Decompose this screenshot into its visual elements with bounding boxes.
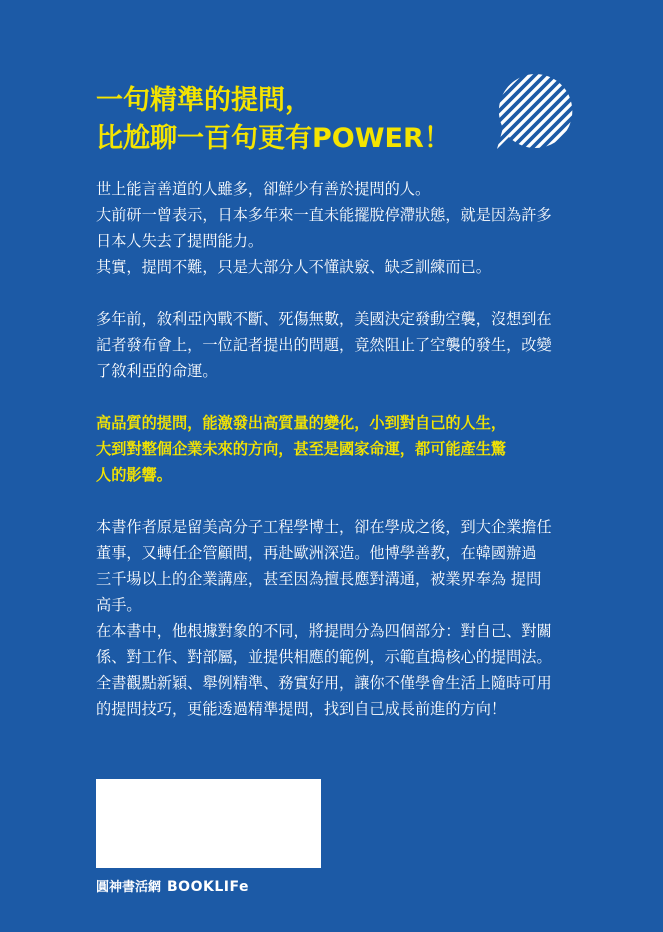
headline-line-2: 比尬聊一百句更有POWER！ <box>96 123 451 154</box>
blurb <box>96 176 586 722</box>
highlight-line: 高品質的提問，能激發出高質量的變化，小到對自己的人生， <box>96 414 507 432</box>
blurb-line: 在本書中，他根據對象的不同，將提問分為四個部分：對自己、對關 <box>96 622 552 640</box>
highlight-line: 大到對整個企業未來的方向，甚至是國家命運，都可能產生驚 <box>96 440 507 458</box>
blurb-line: 的提問技巧，更能透過精準提問，找到自己成長前進的方向！ <box>96 700 507 718</box>
headline-line-1: 一句精準的提問， <box>96 85 312 116</box>
blurb-line: 記者發布會上，一位記者提出的問題，竟然阻止了空襲的發生，改變 <box>96 336 552 354</box>
blurb-line: 了敘利亞的命運。 <box>96 362 218 380</box>
blurb-line: 三千場以上的企業講座，甚至因為擅長應對溝通，被業界奉為 提問 <box>96 570 542 588</box>
barcode-area <box>96 779 321 868</box>
highlight-line: 人的影響。 <box>96 466 172 484</box>
blurb-line: 董事，又轉任企管顧問，再赴歐洲深造。他博學善教，在韓國辦過 <box>96 544 537 562</box>
blurb-line: 日本人失去了提問能力。 <box>96 232 264 250</box>
publisher-brand: BOOKLIFe <box>167 879 249 895</box>
publisher-name: 圓神書活網 <box>96 880 162 895</box>
blurb-line: 全書觀點新穎、舉例精準、務實好用，讓你不僅學會生活上隨時可用 <box>96 674 552 692</box>
blurb-line: 多年前，敘利亞內戰不斷、死傷無數，美國決定發動空襲，沒想到在 <box>96 310 552 328</box>
blurb-line: 大前研一曾表示，日本多年來一直未能擺脫停滯狀態，就是因為許多 <box>96 206 552 224</box>
blurb-line: 係、對工作、對部屬，並提供相應的範例，示範直搗核心的提問法。 <box>96 648 552 666</box>
blurb-line: 世上能言善道的人雖多，卻鮮少有善於提問的人。 <box>96 180 431 198</box>
blurb-line: 高手。 <box>96 596 142 614</box>
blurb-line: 本書作者原是留美高分子工程學博士，卻在學成之後，到大企業擔任 <box>96 518 552 536</box>
speech-bubble-striped-icon <box>495 70 577 152</box>
blurb-line: 其實，提問不難，只是大部分人不懂訣竅、缺乏訓練而已。 <box>96 258 491 276</box>
headline <box>96 82 451 158</box>
publisher-logo <box>96 876 249 895</box>
